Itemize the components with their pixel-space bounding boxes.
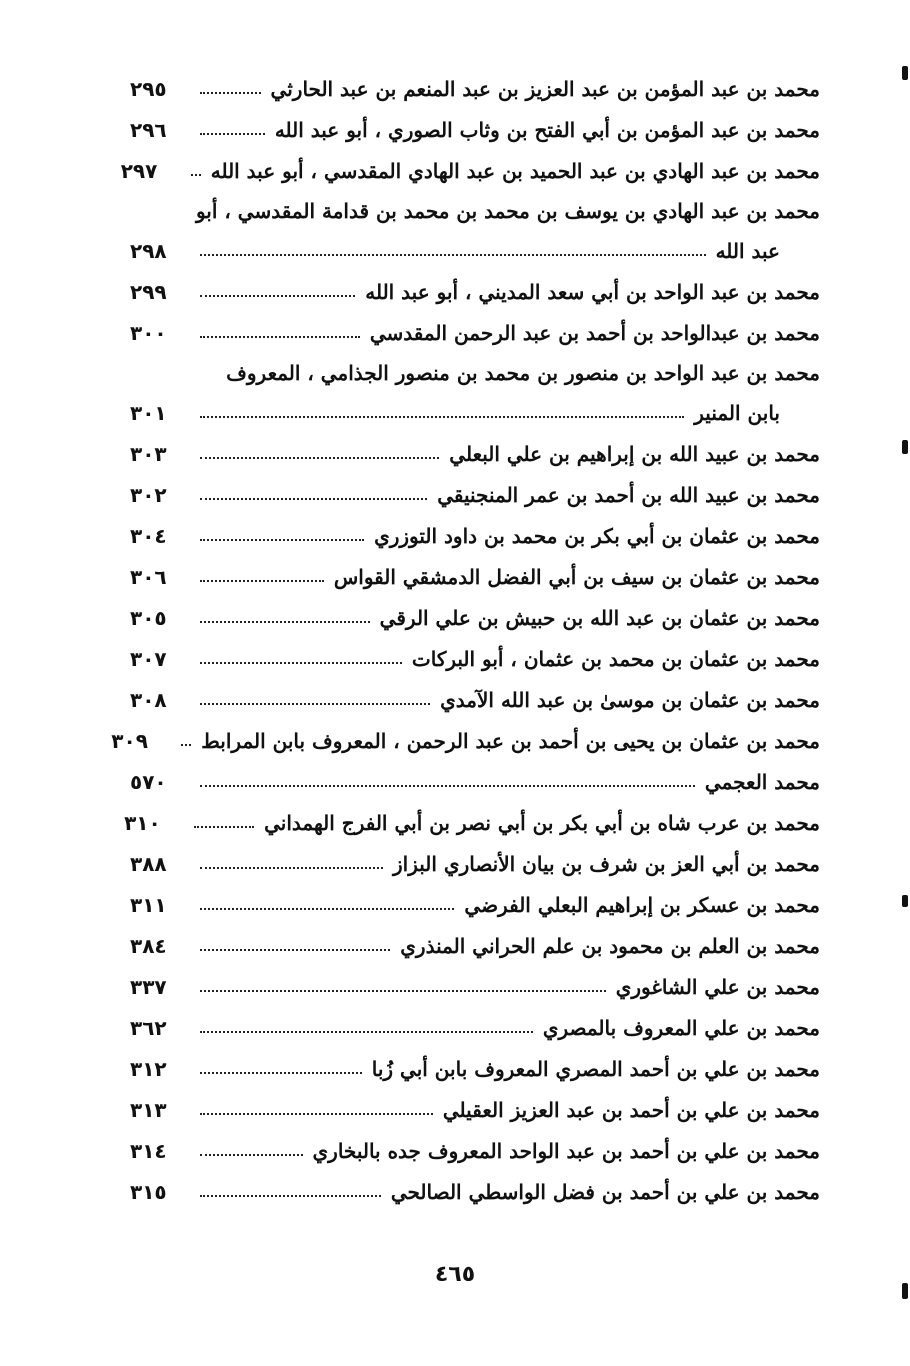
- leader-dots: [200, 539, 364, 541]
- entry-page-number: ٣٠٤: [130, 523, 167, 548]
- leader-dots: [200, 336, 360, 338]
- entry-name: محمد بن عبد الواحد بن منصور بن محمد بن منصور الجذامي ، المعروف: [226, 360, 820, 385]
- index-entry: [130, 109, 820, 150]
- entry-page-number: ٣٠٨: [130, 687, 167, 712]
- entry-page-number: ٣٠٥: [130, 605, 167, 630]
- entry-name: محمد بن عثمان بن محمد بن عثمان ، أبو البركات: [411, 646, 820, 671]
- index-entry: [130, 1007, 820, 1048]
- leader-dots: [200, 621, 370, 623]
- entry-page-number: ٣١٢: [130, 1056, 167, 1081]
- entry-name: محمد بن عبد المؤمن بن أبي الفتح بن وثاب الصوري ، أبو عبد الله: [274, 117, 820, 142]
- leader-dots: [200, 254, 706, 256]
- index-entry: [130, 474, 820, 515]
- leader-dots: [200, 498, 427, 500]
- entry-page-number: ٣٠٢: [130, 482, 167, 507]
- leader-dots: [200, 1113, 433, 1115]
- index-entry-continuation: [130, 392, 820, 433]
- entry-page-number: ٣٠٦: [130, 564, 167, 589]
- entry-name: محمد بن عبيد الله بن أحمد بن عمر المنجنيقي: [437, 482, 820, 507]
- entry-page-number: ٢٩٥: [130, 76, 167, 101]
- entry-page-number: ٣٣٧: [130, 974, 167, 999]
- entry-name: محمد بن عبيد الله بن إبراهيم بن علي البعلي: [449, 441, 820, 466]
- leader-dots: [200, 133, 265, 135]
- entry-name: محمد بن عبد الهادي بن عبد الحميد بن عبد الهادي المقدسي ، أبو عبد الله: [210, 158, 820, 183]
- entry-name: محمد بن العلم بن محمود بن علم الحراني المنذري: [400, 933, 820, 958]
- scan-mark: [902, 1283, 908, 1299]
- entry-name: محمد بن عرب شاه بن أبي بكر بن أبي نصر بن أبي الفرج الهمداني: [264, 810, 820, 835]
- entry-name: محمد بن عثمان بن عبد الله بن حبيش بن علي الرقي: [379, 605, 820, 630]
- entry-page-number: ٣٠١: [130, 400, 167, 425]
- index-entry: [130, 679, 820, 720]
- leader-dots: [200, 1072, 362, 1074]
- index-entry: [130, 925, 820, 966]
- index-entry: [130, 1089, 820, 1130]
- index-entry: [130, 597, 820, 638]
- index-entry: [130, 761, 820, 802]
- index-entry: [130, 1171, 820, 1212]
- entry-name: محمد بن عثمان بن موسىٰ بن عبد الله الآمدي: [440, 687, 820, 712]
- index-list: [111, 68, 820, 1212]
- entry-page-number: ٢٩٩: [130, 279, 167, 304]
- index-entry: [130, 1130, 820, 1171]
- entry-page-number: ٣١٥: [130, 1179, 167, 1204]
- leader-dots: [200, 990, 606, 992]
- entry-page-number: ٣٠٩: [111, 728, 148, 753]
- entry-name: محمد بن عثمان بن سيف بن أبي الفضل الدمشقي القواس: [333, 564, 820, 589]
- leader-dots: [200, 1031, 533, 1033]
- index-entry: [120, 150, 820, 191]
- entry-name: محمد بن عبد الواحد بن أبي سعد المديني ، أبو عبد الله: [365, 279, 820, 304]
- entry-name: محمد بن عبدالواحد بن أحمد بن عبد الرحمن المقدسي: [369, 320, 820, 345]
- leader-dots: [200, 295, 355, 297]
- entry-page-number: ٣١١: [130, 892, 167, 917]
- index-entry: [130, 556, 820, 597]
- index-entry: [130, 271, 820, 312]
- entry-name: محمد بن أبي العز بن شرف بن بيان الأنصاري البزاز: [393, 851, 820, 876]
- leader-dots: [200, 580, 324, 582]
- entry-page-number: ٣٠٣: [130, 441, 167, 466]
- entry-name: محمد بن علي بن أحمد بن عبد الواحد المعروف جده بالبخاري: [312, 1138, 820, 1163]
- leader-dots: [181, 744, 191, 746]
- leader-dots: [200, 785, 695, 787]
- entry-name: محمد بن علي بن أحمد بن عبد العزيز العقيلي: [442, 1097, 820, 1122]
- index-entry: [130, 638, 820, 679]
- entry-name: محمد بن علي الشاغوري: [615, 974, 820, 999]
- index-entry: [130, 515, 820, 556]
- index-entry: [130, 353, 820, 392]
- leader-dots: [194, 826, 254, 828]
- entry-page-number: ٣٨٨: [130, 851, 167, 876]
- leader-dots: [200, 703, 430, 705]
- index-entry: [130, 843, 820, 884]
- entry-page-number: ٢٩٧: [120, 158, 158, 183]
- entry-name: محمد بن عبد المؤمن بن عبد العزيز بن عبد المنعم بن عبد الحارثي: [270, 76, 820, 101]
- entry-page-number: ٣٦٢: [130, 1015, 167, 1040]
- entry-name: محمد بن علي المعروف بالمصري: [542, 1015, 820, 1040]
- index-entry: [130, 966, 820, 1007]
- entry-page-number: ٣١٠: [124, 810, 161, 835]
- entry-name: محمد بن عبد الهادي بن يوسف بن محمد بن محمد بن قدامة المقدسي ، أبو: [195, 198, 820, 223]
- scan-mark: [902, 895, 908, 907]
- scan-mark: [902, 440, 908, 454]
- index-entry: [130, 191, 820, 230]
- index-entry-continuation: [130, 230, 820, 271]
- index-entry: [111, 720, 820, 761]
- leader-dots: [200, 867, 383, 869]
- entry-name: محمد بن عثمان بن أبي بكر بن محمد بن داود التوزري: [374, 523, 820, 548]
- entry-page-number: ٣٠٧: [130, 646, 167, 671]
- entry-name: بابن المنير: [694, 400, 780, 425]
- leader-dots: [200, 908, 454, 910]
- entry-name: محمد بن علي بن أحمد بن فضل الواسطي الصالحي: [390, 1179, 820, 1204]
- leader-dots: [191, 174, 201, 176]
- entry-page-number: ٣١٤: [130, 1138, 167, 1163]
- index-entry: [130, 433, 820, 474]
- entry-name: عبد الله: [715, 238, 780, 263]
- index-entry: [124, 802, 820, 843]
- leader-dots: [200, 662, 402, 664]
- entry-page-number: ٢٩٦: [130, 117, 167, 142]
- leader-dots: [200, 1154, 303, 1156]
- entry-name: محمد بن علي بن أحمد المصري المعروف بابن أبي زُبا: [371, 1056, 820, 1081]
- index-entry: [130, 884, 820, 925]
- page-number: ٤٦٥: [434, 1262, 476, 1287]
- scan-mark: [902, 66, 908, 80]
- leader-dots: [200, 92, 261, 94]
- entry-page-number: ٥٧٠: [130, 769, 167, 794]
- index-entry: [130, 312, 820, 353]
- entry-page-number: ٣١٣: [130, 1097, 167, 1122]
- leader-dots: [200, 416, 684, 418]
- entry-name: محمد بن عثمان بن يحيى بن أحمد بن عبد الرحمن ، المعروف بابن المرابط: [201, 728, 820, 753]
- leader-dots: [200, 1195, 381, 1197]
- entry-page-number: ٣٠٠: [130, 320, 167, 345]
- index-entry: [130, 68, 820, 109]
- entry-name: محمد بن عسكر بن إبراهيم البعلي الفرضي: [464, 892, 820, 917]
- leader-dots: [200, 949, 390, 951]
- leader-dots: [200, 457, 439, 459]
- index-entry: [130, 1048, 820, 1089]
- entry-name: محمد العجمي: [704, 769, 820, 794]
- entry-page-number: ٢٩٨: [130, 238, 167, 263]
- entry-page-number: ٣٨٤: [130, 933, 167, 958]
